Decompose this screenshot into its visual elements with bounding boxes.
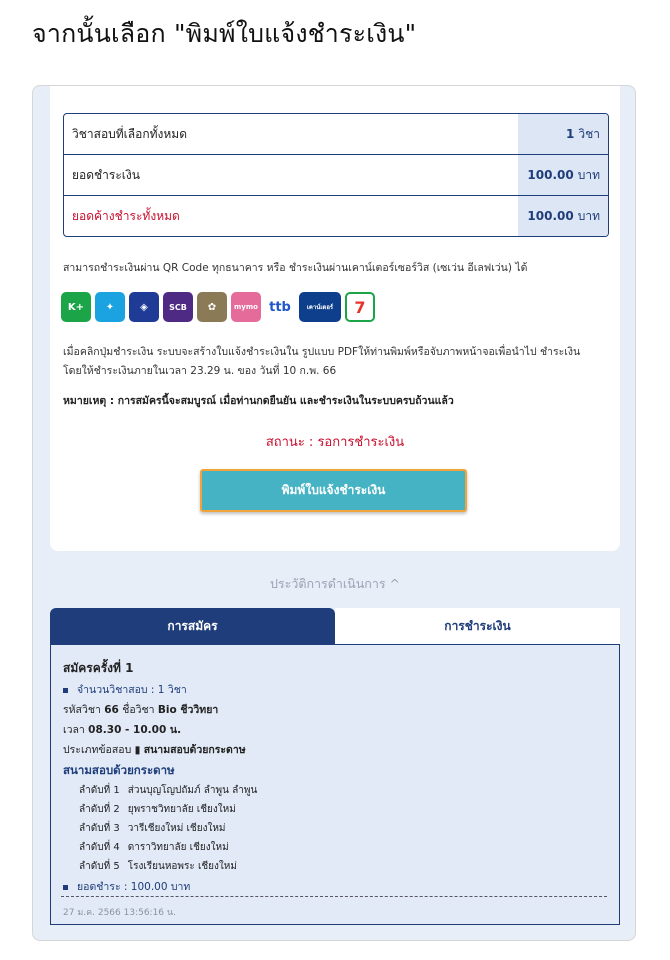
bullet-icon	[63, 885, 68, 890]
venue-name: ส่วนบุญโญปถัมภ์ ลำพูน ลำพูน	[127, 785, 258, 796]
payment-card	[50, 86, 620, 551]
summary-value	[518, 196, 608, 236]
history-title: สมัครครั้งที่ 1	[63, 661, 134, 675]
exam-type-prefix: ประเภทข้อสอบ	[63, 744, 132, 756]
mymo-logo: mymo	[231, 292, 261, 322]
venue-name: วารีเชียงใหม่ เชียงใหม่	[127, 823, 226, 834]
kbank-logo: K+	[61, 292, 91, 322]
payment-status: สถานะ : รอการชำระเงิน	[265, 435, 405, 450]
venue-rank: ลำดับที่ 3	[79, 823, 120, 834]
venue-name: ดาราวิทยาลัย เชียงใหม่	[127, 842, 229, 853]
subject-prefix: รหัสวิชา	[63, 704, 101, 716]
venue-name: ยุพราชวิทยาลัย เชียงใหม่	[127, 804, 236, 815]
summary-row-outstanding	[64, 195, 608, 236]
bbl-logo: ◈	[129, 292, 159, 322]
summary-value	[518, 114, 608, 154]
krungsri-logo: ✿	[197, 292, 227, 322]
time-prefix: เวลา	[63, 724, 85, 736]
history-toggle[interactable]: ประวัติการดำเนินการ ^	[269, 576, 401, 591]
divider	[61, 896, 607, 897]
summary-row-subjects	[64, 114, 608, 154]
list-item	[79, 859, 237, 874]
instructions-line-2: โดยให้ชำระเงินภายในเวลา 23.29 น. ของ วันที่ 10 ก.พ. 66	[63, 365, 337, 377]
page-heading: จากนั้นเลือก "พิมพ์ใบแจ้งชำระเงิน"	[32, 19, 417, 48]
history-panel	[50, 644, 620, 925]
history-tabs	[50, 608, 620, 644]
bullet-icon	[63, 688, 68, 693]
tab-payment[interactable]: การชำระเงิน	[335, 608, 620, 644]
summary-table	[63, 113, 609, 237]
summary-number: 100.00	[527, 209, 574, 223]
summary-unit: บาท	[577, 167, 600, 182]
summary-value	[518, 155, 608, 195]
venue-heading: สนามสอบด้วยกระดาษ	[63, 763, 175, 777]
summary-number: 100.00	[527, 168, 574, 182]
seven-eleven-logo: 7	[345, 292, 375, 322]
venue-rank: ลำดับที่ 4	[79, 842, 120, 853]
venue-rank: ลำดับที่ 5	[79, 861, 120, 872]
timestamp: 27 ม.ค. 2566 13:56:16 น.	[63, 908, 176, 918]
counter-service-logo: เคาน์เตอร์	[299, 292, 341, 322]
summary-row-amount	[64, 154, 608, 195]
time-line	[63, 721, 181, 738]
krungthai-logo: ✦	[95, 292, 125, 322]
total-line	[63, 878, 190, 895]
time-value: 08.30 - 10.00 น.	[88, 724, 182, 736]
paper-icon: ▮	[134, 744, 141, 756]
summary-number: 1	[566, 127, 575, 141]
note: หมายเหตุ : การสมัครนี้จะสมบูรณ์ เมื่อท่านกดยืนยัน และชำระเงินในระบบครบถ้วนแล้ว	[63, 395, 454, 407]
summary-label: วิชาสอบที่เลือกทั้งหมด	[72, 126, 187, 141]
summary-label: ยอดชำระเงิน	[72, 167, 140, 182]
subject-count	[63, 681, 187, 698]
payment-logos	[61, 292, 375, 322]
venue-rank: ลำดับที่ 2	[79, 804, 120, 815]
instructions-line-1: เมื่อคลิกปุ่มชำระเงิน ระบบจะสร้างใบแจ้งชำระเงินใน รูปแบบ PDFให้ท่านพิมพ์หรือจับภาพหน้าจอเพื่อนำไป ชำระเงิน	[63, 346, 581, 358]
summary-label: ยอดค้างชำระทั้งหมด	[72, 208, 180, 223]
subject-line	[63, 701, 218, 718]
list-item	[79, 802, 236, 817]
exam-type-value: สนามสอบด้วยกระดาษ	[143, 744, 246, 756]
tab-register[interactable]: การสมัคร	[50, 608, 335, 644]
list-item	[79, 821, 226, 836]
ttb-logo: ttb	[265, 292, 295, 322]
scb-logo: SCB	[163, 292, 193, 322]
list-item	[79, 783, 257, 798]
venue-name: โรงเรียนหอพระ เชียงใหม่	[127, 861, 237, 872]
payment-info: สามารถชำระเงินผ่าน QR Code ทุกธนาคาร หรือ ชำระเงินผ่านเคาน์เตอร์เซอร์วิส (เซเว่น อีเลฟเว่น) ได้	[63, 262, 528, 274]
screenshot-frame	[32, 85, 636, 941]
exam-type-line	[63, 741, 246, 758]
summary-unit: วิชา	[578, 126, 600, 141]
total-text: ยอดชำระ : 100.00 บาท	[77, 881, 191, 893]
subject-code: 66	[104, 704, 119, 716]
subject-count-text: จำนวนวิชาสอบ : 1 วิชา	[77, 684, 187, 696]
subject-name: Bio ชีววิทยา	[157, 704, 219, 716]
venue-rank: ลำดับที่ 1	[79, 785, 120, 796]
print-payment-slip-button[interactable]: พิมพ์ใบแจ้งชำระเงิน	[200, 469, 467, 512]
summary-unit: บาท	[577, 208, 600, 223]
subject-mid: ชื่อวิชา	[122, 704, 155, 716]
list-item	[79, 840, 229, 855]
